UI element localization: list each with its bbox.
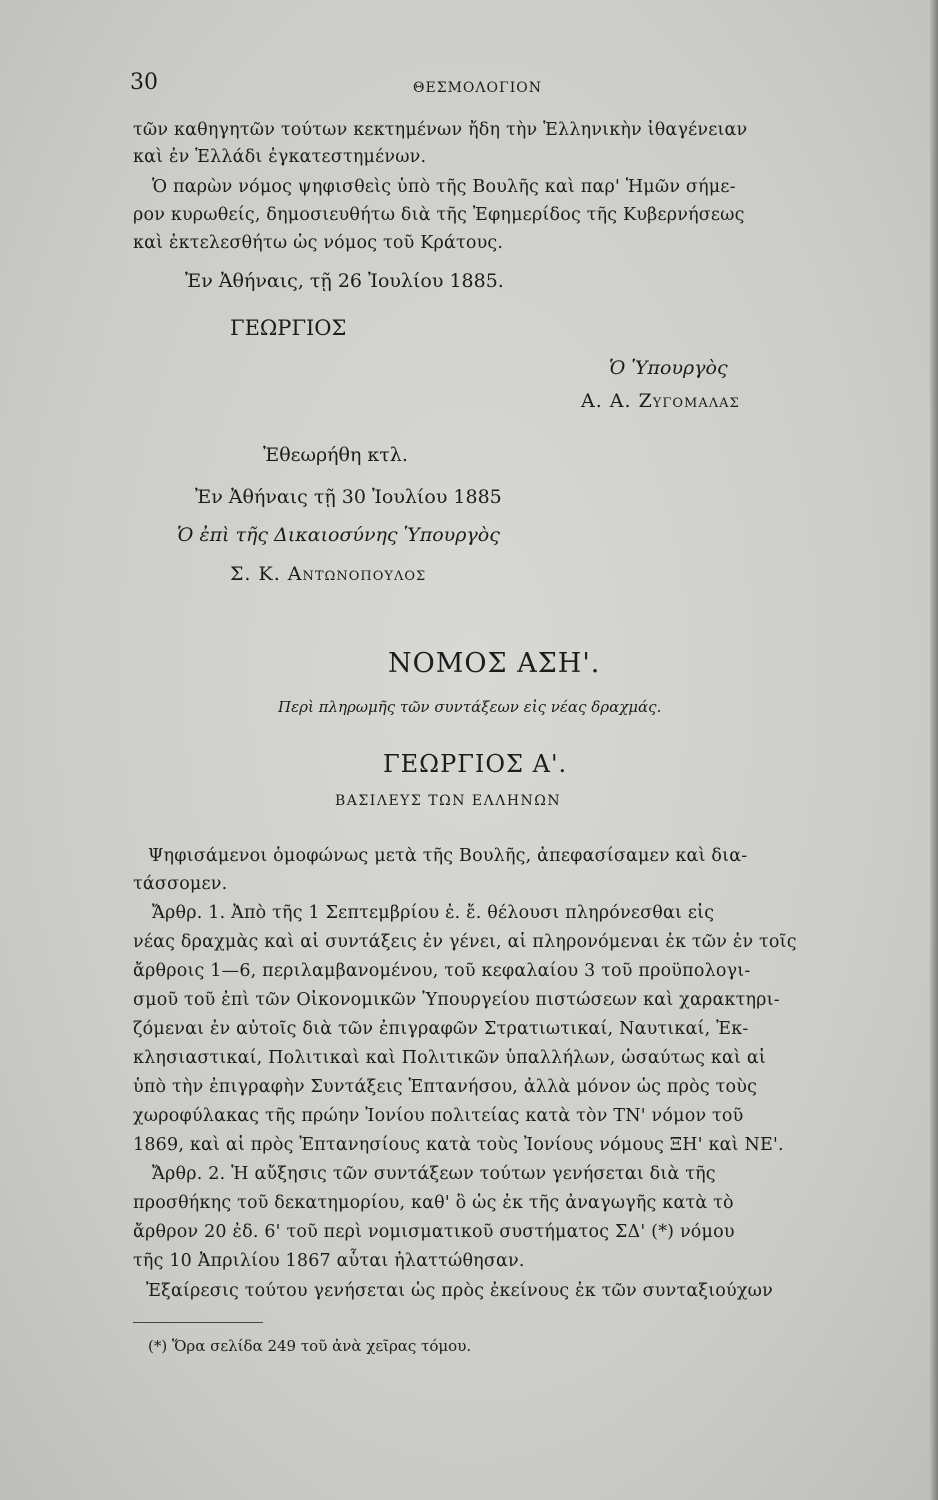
text-line: Ὁ παρὼν νόμος ψηφισθεὶς ὑπὸ τῆς Βουλῆς καὶ παρ' Ἡμῶν σήμε- (152, 177, 736, 197)
seen-date: Ἐν Ἀθήναις τῇ 30 Ἰουλίου 1885 (195, 486, 502, 508)
seen-line: Ἐθεωρήθη κτλ. (263, 444, 408, 466)
law-subtitle: Περὶ πληρωμῆς τῶν συντάξεων εἰς νέας δραχμάς. (278, 698, 662, 716)
body-line: ἄρθρον 20 ἐδ. 6' τοῦ περὶ νομισματικοῦ συστήματος ΣΔ' (*) νόμου (133, 1222, 735, 1242)
text-line: καὶ ἐκτελεσθήτω ὡς νόμος τοῦ Κράτους. (133, 233, 504, 253)
body-line: Ἄρθρ. 1. Ἀπὸ τῆς 1 Σεπτεμβρίου ἐ. ἔ. θέλουσι πληρόνεσθαι εἰς (152, 903, 715, 923)
body-line: σμοῦ τοῦ ἐπὶ τῶν Οἰκονομικῶν Ὑπουργείου πιστώσεων καὶ χαρακτηρι- (133, 990, 780, 1010)
minister-title: Ὁ Ὑπουργὸς (609, 357, 728, 379)
body-line: Ψηφισάμενοι ὁμοφώνως μετὰ τῆς Βουλῆς, ἀπεφασίσαμεν καὶ δια- (148, 846, 748, 866)
king-title: ΓΕΩΡΓΙΟΣ Α'. (383, 750, 568, 778)
page-number: 30 (130, 70, 158, 95)
body-line: χωροφύλακας τῆς πρώην Ἰονίου πολιτείας κατὰ τὸν ΤΝ' νόμον τοῦ (133, 1106, 744, 1126)
king-subtitle: ΒΑΣΙΛΕΥΣ ΤΩΝ ΕΛΛΗΝΩΝ (335, 793, 562, 809)
body-line: νέας δραχμὰς καὶ αἱ συντάξεις ἐν γένει, αἱ πληρονόμεναι ἐκ τῶν ἐν τοῖς (133, 932, 797, 952)
body-line: Ἐξαίρεσις τούτου γενήσεται ὡς πρὸς ἐκείνους ἐκ τῶν συνταξιούχων (146, 1281, 773, 1301)
footnote-rule (133, 1322, 263, 1323)
text-line: τῶν καθηγητῶν τούτων κεκτημένων ἤδη τὴν Ἑλληνικὴν ἰθαγένειαν (133, 120, 748, 140)
running-head: ΘΕΣΜΟΛΟΓΙΟΝ (413, 80, 542, 96)
page-edge-shadow (930, 0, 938, 1500)
body-line: ὑπὸ τὴν ἐπιγραφὴν Συντάξεις Ἑπτανήσου, ἀλλὰ μόνον ὡς πρὸς τοὺς (133, 1077, 758, 1097)
law-title: ΝΟΜΟΣ ΑΣΗ'. (388, 648, 601, 679)
body-line: 1869, καὶ αἱ πρὸς Ἑπτανησίους κατὰ τοὺς Ἰονίους νόμους ΞΗ' καὶ ΝΕ'. (133, 1135, 784, 1155)
text-line: καὶ ἐν Ἑλλάδι ἐγκατεστημένων. (133, 147, 427, 167)
date-line: Ἐν Ἀθήναις, τῇ 26 Ἰουλίου 1885. (185, 270, 504, 292)
body-line: κλησιαστικαί, Πολιτικαὶ καὶ Πολιτικῶν ὑπαλλήλων, ὡσαύτως καὶ αἱ (133, 1048, 766, 1068)
body-line: προσθήκης τοῦ δεκατημορίου, καθ' ὃ ὡς ἐκ τῆς ἀναγωγῆς κατὰ τὸ (133, 1193, 734, 1213)
body-line: ἄρθροις 1—6, περιλαμβανομένου, τοῦ κεφαλαίου 3 τοῦ προϋπολογι- (133, 961, 751, 981)
king-signature: ΓΕΩΡΓΙΟΣ (230, 316, 347, 340)
footnote: (*) Ὅρα σελίδα 249 τοῦ ἀνὰ χεῖρας τόμου. (148, 1337, 472, 1355)
body-line: Ἄρθρ. 2. Ἡ αὔξησις τῶν συντάξεων τούτων γενήσεται διὰ τῆς (152, 1164, 716, 1184)
text-line: ρον κυρωθείς, δημοσιευθήτω διὰ τῆς Ἐφημερίδος τῆς Κυβερνήσεως (133, 205, 745, 225)
body-line: τῆς 10 Ἀπριλίου 1867 αὗται ἠλαττώθησαν. (133, 1251, 525, 1271)
justice-minister-name: Σ. Κ. Αντωνοπουλος (230, 563, 427, 585)
body-line: ζόμεναι ἐν αὐτοῖς διὰ τῶν ἐπιγραφῶν Στρατιωτικαί, Ναυτικαί, Ἐκ- (133, 1019, 749, 1039)
body-line: τάσσομεν. (133, 874, 228, 894)
minister-name: Α. Α. Ζυγομαλας (581, 390, 740, 412)
justice-minister-title: Ὁ ἐπὶ τῆς Δικαιοσύνης Ὑπουργὸς (177, 524, 500, 546)
